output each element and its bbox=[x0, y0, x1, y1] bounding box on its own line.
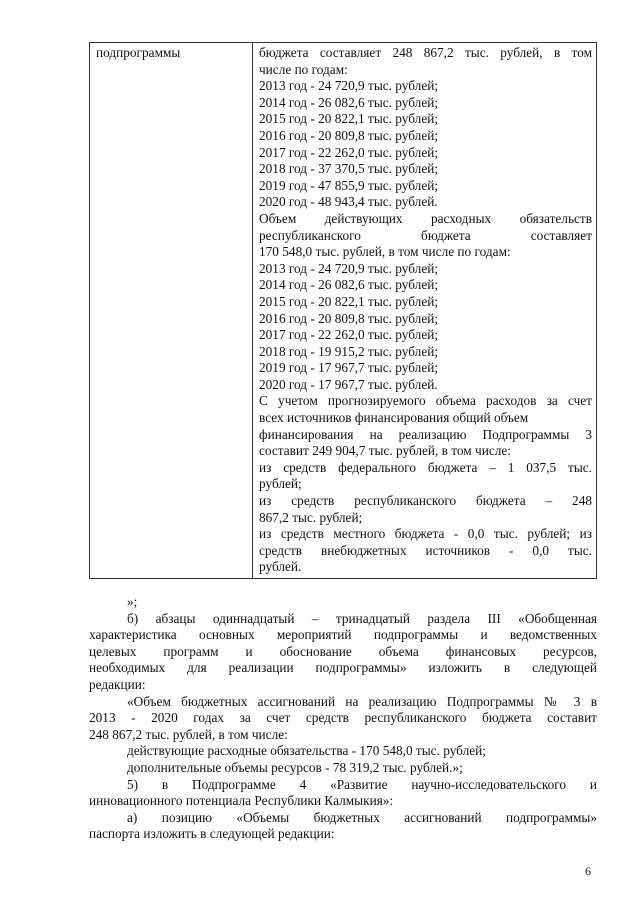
forecast-line: всех источников финансирования общий объем bbox=[259, 410, 529, 426]
year-obligation-line: 2020 год - 17 967,7 тыс. рублей. bbox=[259, 376, 438, 392]
amendment-text bbox=[89, 594, 597, 843]
republic-line: 867,2 тыс. рублей; bbox=[259, 509, 363, 525]
page-number: 6 bbox=[585, 864, 591, 878]
year-obligation-line: 2017 год - 22 262,0 тыс. рублей; bbox=[259, 327, 439, 343]
year-total-line: 2013 год - 24 720,9 тыс. рублей; bbox=[259, 78, 439, 94]
year-total-line: 2020 год - 48 943,4 тыс. рублей. bbox=[259, 194, 438, 210]
item-5-line: 5) в Подпрограмме 4 «Развитие научно-исследовательского и bbox=[127, 776, 597, 792]
intro-line: бюджета составляет 248 867,2 тыс. рублей, в том bbox=[259, 45, 592, 60]
obligations-line: республиканского бюджета составляет bbox=[259, 227, 592, 243]
year-total-line: 2015 год - 20 822,1 тыс. рублей; bbox=[259, 111, 439, 127]
year-total-line: 2018 год - 37 370,5 тыс. рублей; bbox=[259, 161, 439, 177]
quote-line: 248 867,2 тыс. рублей, в том числе: bbox=[89, 726, 288, 742]
item-a-line: а) позицию «Объемы бюджетных ассигнований подпрограммы» bbox=[127, 809, 597, 825]
year-total-line: 2019 год - 47 855,9 тыс. рублей; bbox=[259, 177, 439, 193]
local-line: из средств местного бюджета - 0,0 тыс. рублей; из bbox=[259, 526, 592, 542]
paragraph-b-line: б) абзацы одиннадцатый – тринадцатый раздела III «Обобщенная bbox=[127, 610, 597, 626]
intro-line: числе по годам: bbox=[259, 61, 348, 77]
year-total-line: 2017 год - 22 262,0 тыс. рублей; bbox=[259, 144, 439, 160]
local-line: рублей. bbox=[259, 559, 302, 575]
existing-obligations-line: действующие расходные обязательства - 170 548,0 тыс. рублей; bbox=[127, 743, 486, 759]
local-line: средств внебюджетных источников - 0,0 тыс. bbox=[259, 542, 592, 558]
obligations-line: 170 548,0 тыс. рублей, в том числе по годам: bbox=[259, 244, 511, 260]
federal-line: из средств федерального бюджета – 1 037,5 тыс. bbox=[259, 459, 592, 475]
forecast-line: финансирования на реализацию Подпрограммы 3 bbox=[259, 426, 592, 442]
quote-line: 2013 - 2020 годах за счет средств республиканского бюджета составит bbox=[89, 710, 597, 726]
paragraph-b-line: редакции: bbox=[89, 676, 146, 692]
paragraph-b-line: целевых программ и обоснование объема финансовых ресурсов, bbox=[89, 643, 597, 659]
year-obligation-line: 2015 год - 20 822,1 тыс. рублей; bbox=[259, 293, 439, 309]
year-obligation-line: 2019 год - 17 967,7 тыс. рублей; bbox=[259, 360, 439, 376]
year-obligation-line: 2013 год - 24 720,9 тыс. рублей; bbox=[259, 260, 439, 276]
year-obligation-line: 2014 год - 26 082,6 тыс. рублей; bbox=[259, 277, 439, 293]
table-row bbox=[90, 43, 597, 579]
item-a-line: паспорта изложить в следующей редакции: bbox=[89, 826, 335, 842]
table-cell-label bbox=[90, 43, 253, 579]
closing-quote: »; bbox=[127, 594, 138, 609]
year-obligation-line: 2016 год - 20 809,8 тыс. рублей; bbox=[259, 310, 439, 326]
table-cell-content bbox=[253, 43, 597, 579]
year-total-line: 2016 год - 20 809,8 тыс. рублей; bbox=[259, 127, 439, 143]
item-5-line: инновационного потенциала Республики Калмыкия»: bbox=[89, 793, 394, 809]
year-obligation-line: 2018 год - 19 915,2 тыс. рублей; bbox=[259, 343, 439, 359]
republic-line: из средств республиканского бюджета – 248 bbox=[259, 493, 592, 509]
quote-line: «Объем бюджетных ассигнований на реализацию Подпрограммы № 3 в bbox=[127, 693, 597, 709]
paragraph-b-line: характеристика основных мероприятий подпрограммы и ведомственных bbox=[89, 627, 597, 643]
additional-resources-line: дополнительные объемы ресурсов - 78 319,2 тыс. рублей.»; bbox=[127, 759, 463, 775]
cell-label-text: подпрограммы bbox=[96, 45, 181, 60]
federal-line: рублей; bbox=[259, 476, 302, 492]
year-total-line: 2014 год - 26 082,6 тыс. рублей; bbox=[259, 94, 439, 110]
forecast-line: С учетом прогнозируемого объема расходов за счет bbox=[259, 393, 592, 409]
forecast-line: составит 249 904,7 тыс. рублей, в том числе: bbox=[259, 443, 511, 459]
passport-table bbox=[89, 42, 597, 579]
paragraph-b-line: необходимых для реализации подпрограммы» изложить в следующей bbox=[89, 660, 597, 676]
obligations-line: Объем действующих расходных обязательств bbox=[259, 210, 592, 226]
